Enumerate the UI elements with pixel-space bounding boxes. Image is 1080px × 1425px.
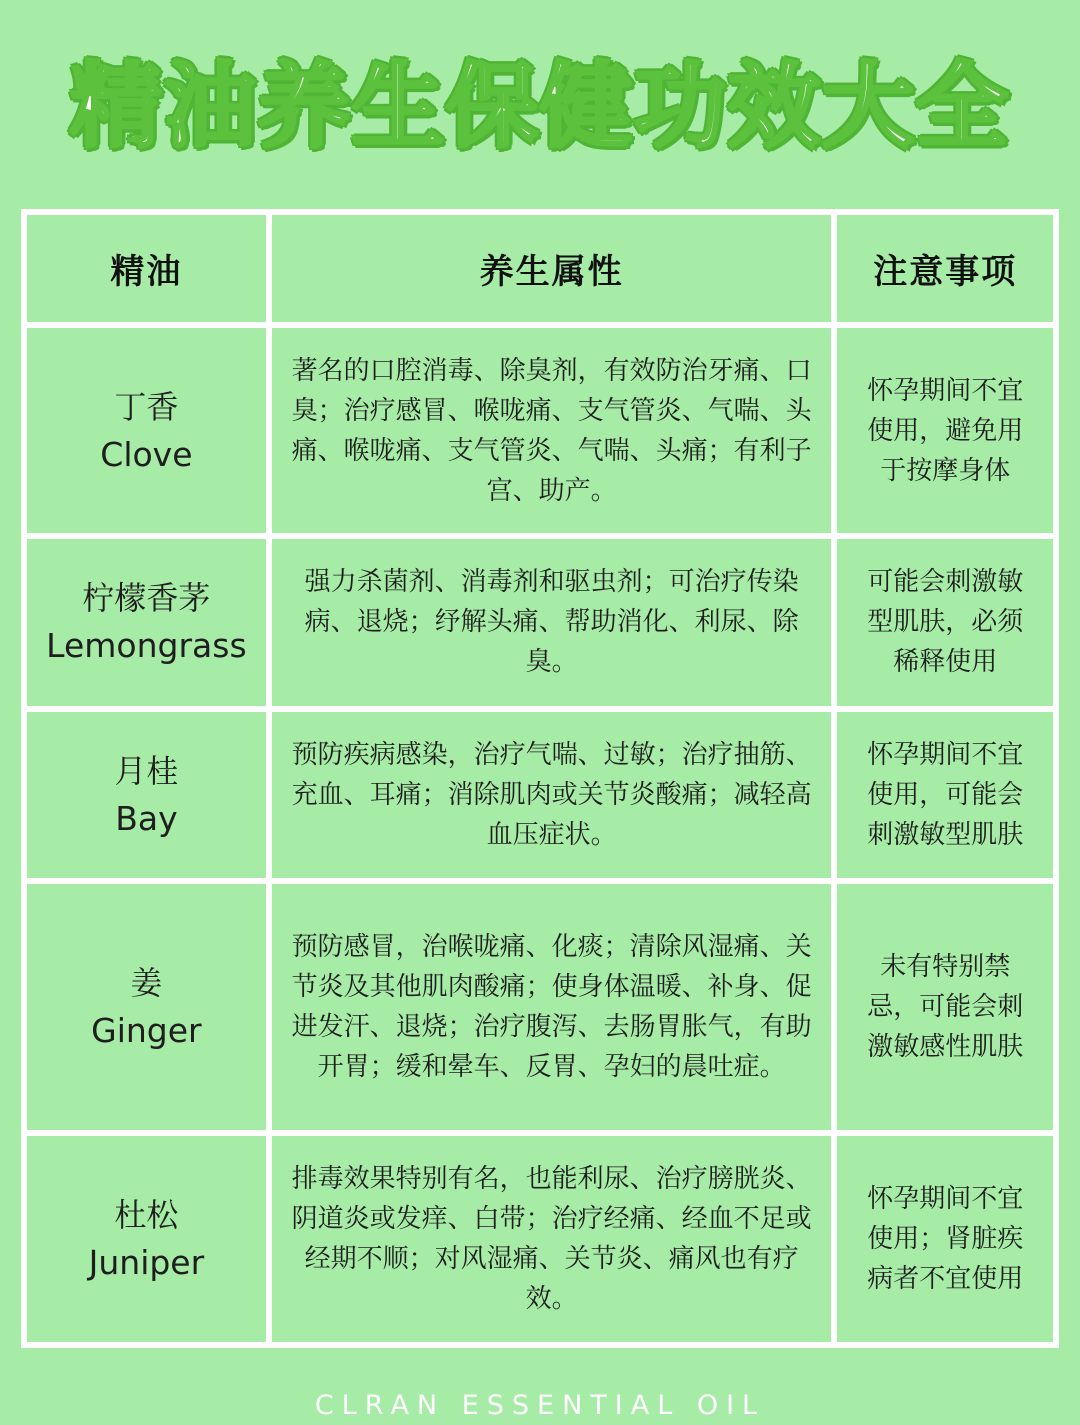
oil-name-cell [27,712,266,879]
brand-footer: CLRAN ESSENTIAL OIL [314,1390,766,1421]
oil-name-en: Clove [100,434,193,474]
page-title: 精油养生保健功效大全 [69,53,1010,160]
oil-name-cn: 丁香 [114,387,179,426]
header-properties: 养生属性 [272,215,832,322]
oil-notes: 怀孕期间不宜使用，可能会刺激敏型肌肤 [837,712,1053,879]
oil-name-cn: 杜松 [114,1196,179,1235]
oil-name-cn: 柠檬香茅 [82,579,211,618]
oil-name-en: Bay [115,799,178,839]
table-row [27,884,1053,1130]
oil-properties: 著名的口腔消毒、除臭剂，有效防治牙痛、口臭；治疗感冒、喉咙痛、支气管炎、气喘、头痛、喉咙痛、支气管炎、气喘、头痛；有利子宫、助产。 [272,328,832,533]
oil-notes: 怀孕期间不宜使用；肾脏疾病者不宜使用 [837,1136,1053,1342]
header-notes: 注意事项 [837,215,1053,322]
oil-name-en: Juniper [88,1243,205,1283]
table-row [27,328,1053,533]
oil-name-cell [27,539,266,706]
oil-table [21,209,1059,1348]
oil-name-cn: 月桂 [114,752,179,791]
oil-name-cell [27,1136,266,1342]
oil-name-cell [27,328,266,533]
oil-notes: 未有特别禁忌，可能会刺激敏感性肌肤 [837,884,1053,1130]
oil-notes: 可能会刺激敏型肌肤，必须稀释使用 [837,539,1053,706]
oil-name-cell [27,884,266,1130]
oil-properties: 预防感冒，治喉咙痛、化痰；清除风湿痛、关节炎及其他肌肉酸痛；使身体温暖、补身、促进发汗、退烧；治疗腹泻、去肠胃胀气，有助开胃；缓和晕车、反胃、孕妇的晨吐症。 [272,884,832,1130]
oil-properties: 排毒效果特别有名，也能利尿、治疗膀胱炎、阴道炎或发痒、白带；治疗经痛、经血不足或经期不顺；对风湿痛、关节炎、痛风也有疗效。 [272,1136,832,1342]
table-row [27,712,1053,879]
table-row [27,1136,1053,1342]
oil-properties: 预防疾病感染，治疗气喘、过敏；治疗抽筋、充血、耳痛；消除肌肉或关节炎酸痛；减轻高血压症状。 [272,712,832,879]
table-header-row [27,215,1053,322]
oil-notes: 怀孕期间不宜使用，避免用于按摩身体 [837,328,1053,533]
oil-properties: 强力杀菌剂、消毒剂和驱虫剂；可治疗传染病、退烧；纾解头痛、帮助消化、利尿、除臭。 [272,539,832,706]
oil-table-grid [21,209,1059,1348]
header-name: 精油 [27,215,266,322]
oil-name-en: Ginger [91,1011,202,1051]
oil-name-en: Lemongrass [46,626,247,666]
table-row [27,539,1053,706]
oil-name-cn: 姜 [130,964,163,1003]
